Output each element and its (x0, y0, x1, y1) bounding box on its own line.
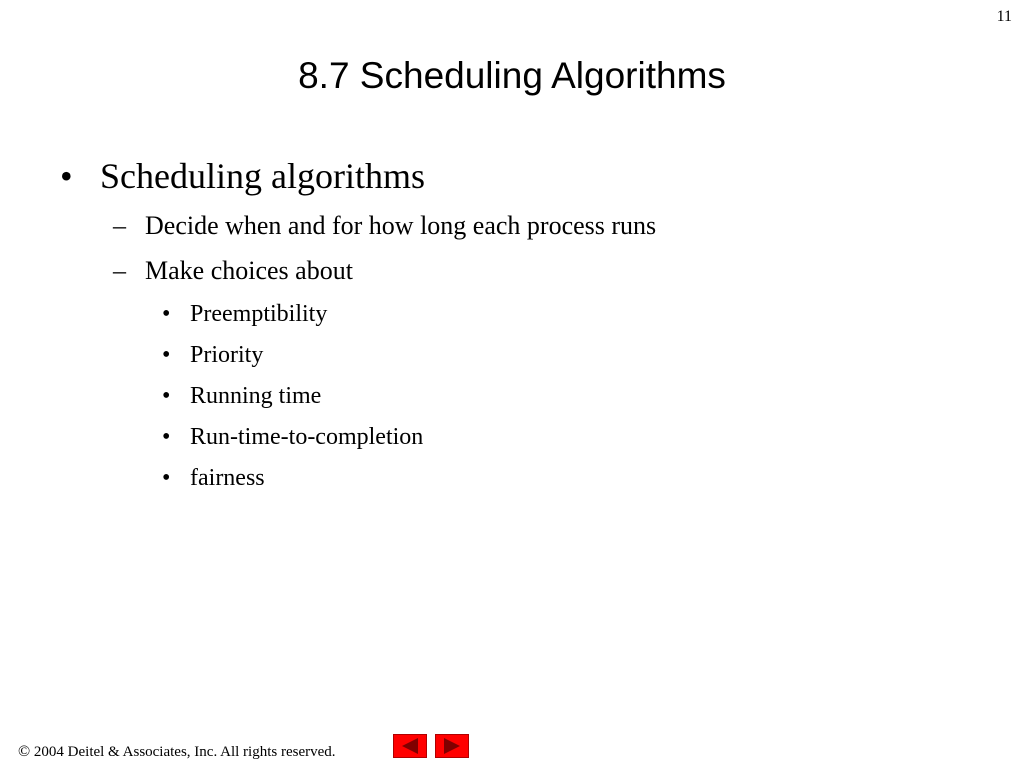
dash-marker: – (113, 256, 126, 285)
sub-bullet-choices (113, 256, 353, 286)
choice-item-text: Preemptibility (190, 301, 328, 327)
choice-item-text: fairness (190, 465, 265, 491)
page-number: 11 (996, 8, 1012, 25)
copyright-text: 2004 Deitel & Associates, Inc. All rights reserved. (30, 744, 336, 760)
choice-item-text: Priority (190, 342, 264, 368)
dash-marker: – (113, 211, 126, 240)
choice-item-priority (162, 341, 263, 369)
sub-bullet-text: Make choices about (145, 256, 353, 285)
bullet-main-text: Scheduling algorithms (100, 156, 425, 196)
bullet-marker: • (162, 424, 171, 450)
next-arrow-icon (436, 735, 468, 757)
bullet-marker: • (162, 465, 171, 491)
choice-item-preemptibility (162, 300, 327, 328)
footer-copyright (18, 742, 336, 762)
bullet-marker: • (60, 156, 73, 196)
choice-item-fairness (162, 464, 265, 492)
bullet-marker: • (162, 301, 171, 327)
next-slide-button[interactable] (435, 734, 469, 758)
choice-item-running-time (162, 382, 321, 410)
bullet-marker: • (162, 342, 171, 368)
bullet-marker: • (162, 383, 171, 409)
bullet-main (60, 156, 425, 196)
choice-item-text: Running time (190, 383, 322, 409)
sub-bullet-decide (113, 211, 656, 241)
choice-item-text: Run-time-to-completion (190, 424, 424, 450)
previous-slide-button[interactable] (393, 734, 427, 758)
sub-bullet-text: Decide when and for how long each process runs (145, 211, 657, 240)
copyright-symbol: © (18, 743, 31, 760)
previous-arrow-icon (394, 735, 426, 757)
choice-item-run-time-to-completion (162, 423, 423, 451)
slide-title: 8.7 Scheduling Algorithms (298, 55, 726, 96)
